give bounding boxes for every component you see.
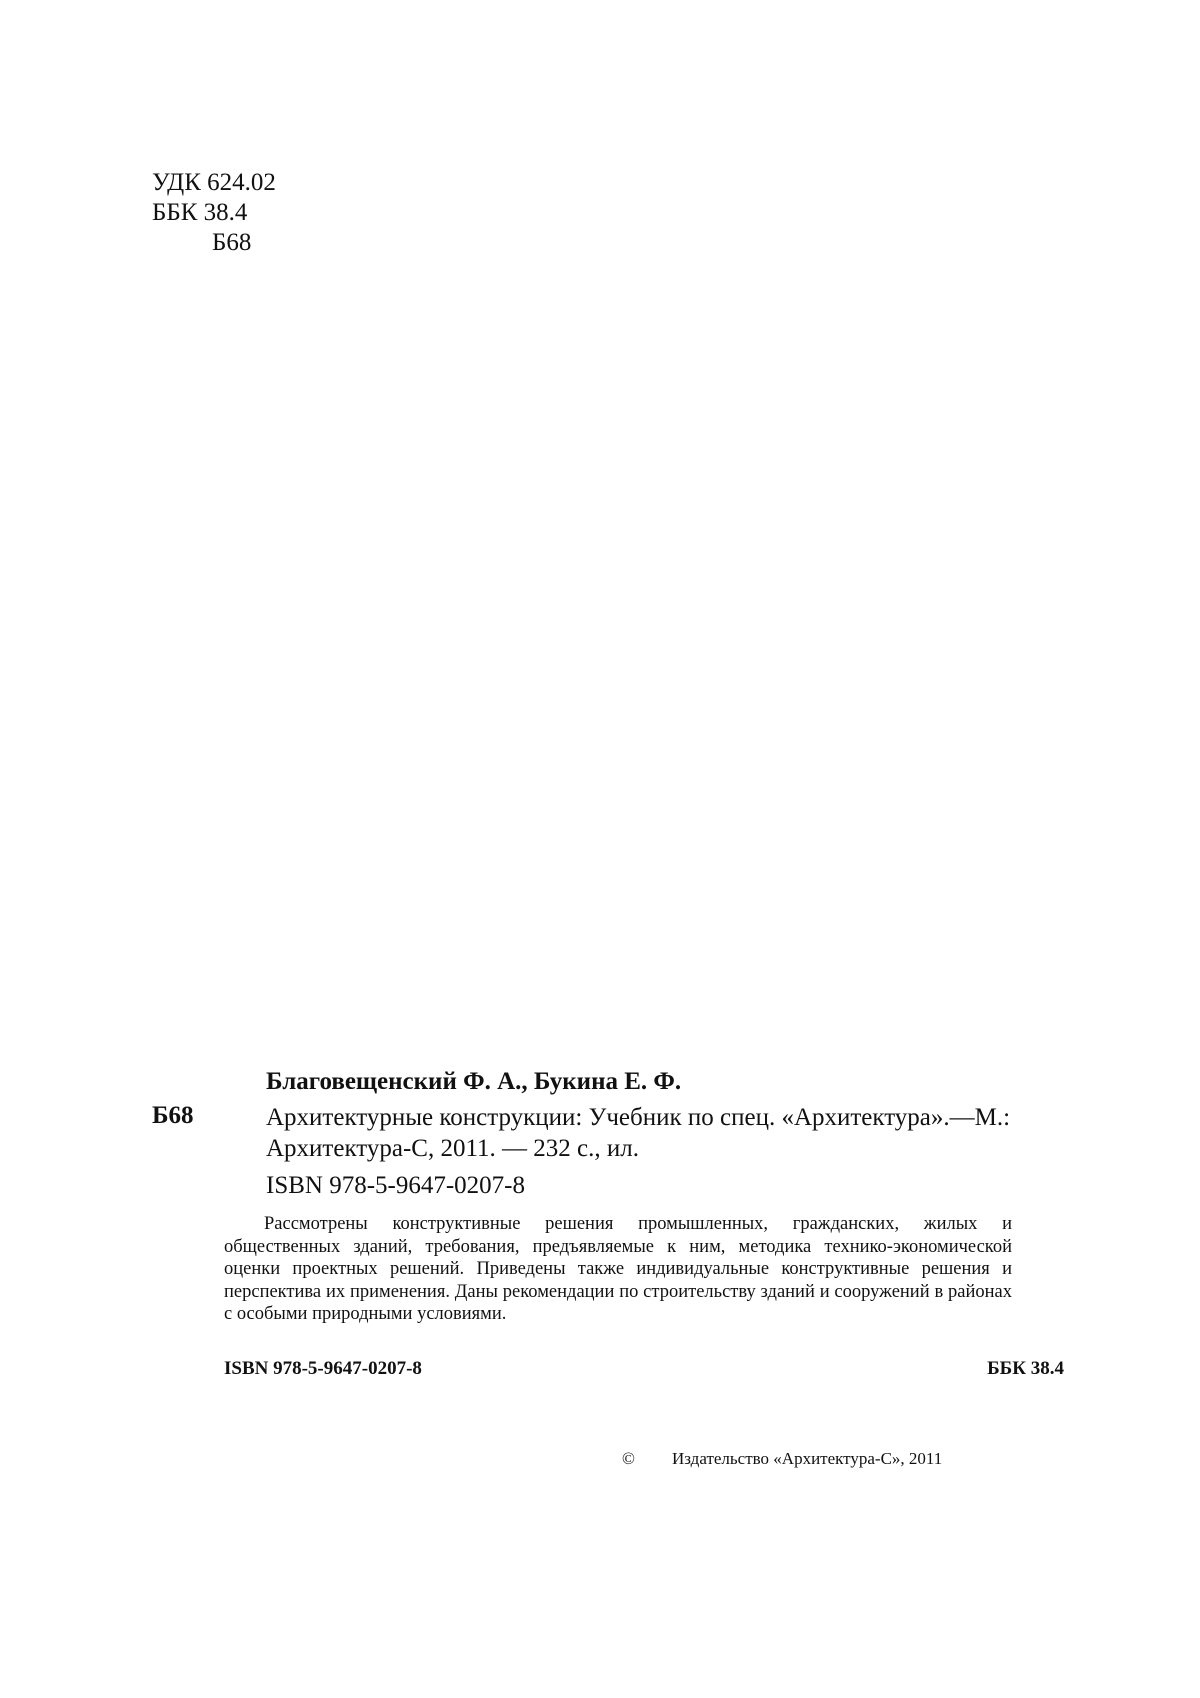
copyright-symbol: © [622,1449,635,1468]
footer-isbn: ISBN 978-5-9647-0207-8 [224,1358,422,1379]
authors: Благовещенский Ф. А., Букина Е. Ф. [266,1068,682,1095]
copyright-text: Издательство «Архитектура-С», 2011 [672,1449,943,1468]
udk-code: УДК 624.02 [152,169,276,196]
copyright-line [622,1449,942,1469]
classification-block [152,168,276,258]
author-mark: Б68 [212,229,252,256]
abstract: Рассмотрены конструктивные решения промышленных, гражданских, жилых и общественных зданий, требования, предъявляемые к ним, методика технико-экономической оценки проектных решений. Приведены также индивидуальные конструктивные решения и перспектива их применения. Даны рекомендации по строительству зданий и сооружений в районах с особыми природными условиями. [224,1214,1012,1324]
isbn: ISBN 978-5-9647-0207-8 [266,1172,526,1199]
bbk-code: ББК 38.4 [152,199,248,226]
title-and-imprint: Архитектурные конструкции: Учебник по спец. «Архитектура».—М.: Архитектура-С, 2011. — 232 с., ил. [266,1104,1011,1162]
footer-bbk: ББК 38.4 [987,1358,1064,1379]
record-author-mark: Б68 [152,1102,194,1129]
